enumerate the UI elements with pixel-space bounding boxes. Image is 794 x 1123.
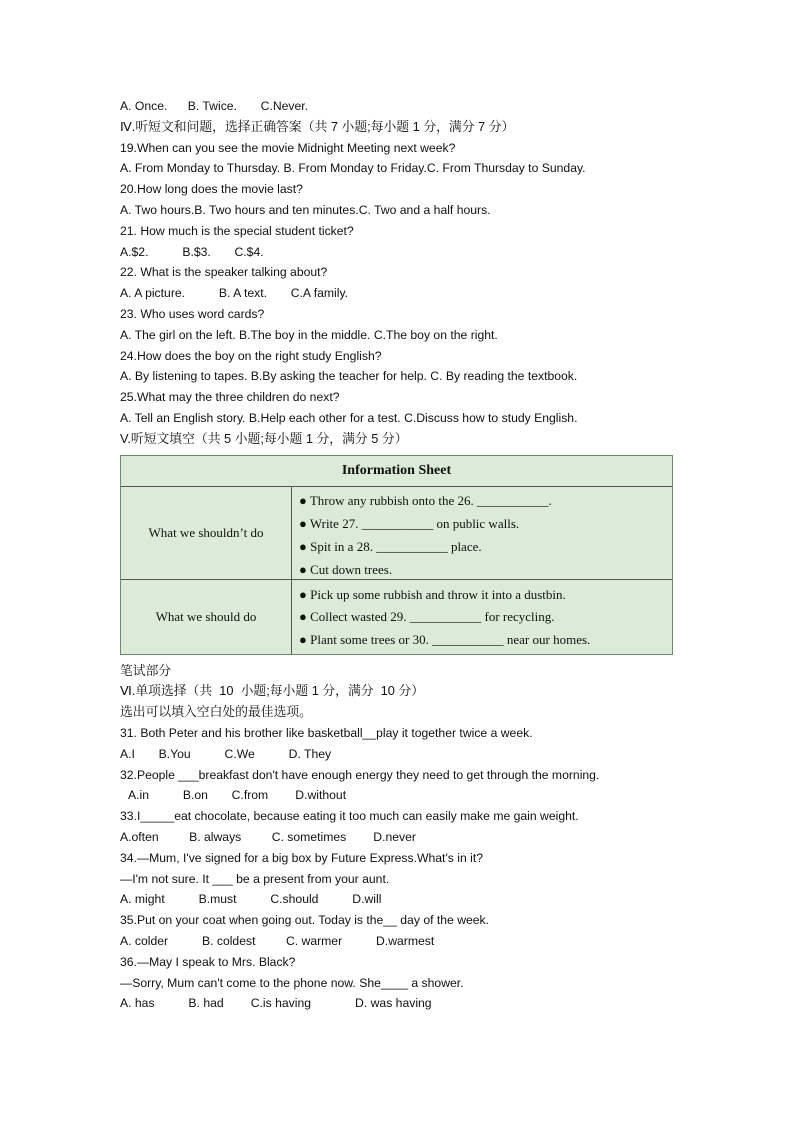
text-line: A.$2. B.$3. C.$4. <box>120 244 264 259</box>
sheet-item-28: ● Spit in a 28. ___________ place. <box>299 538 482 554</box>
section-heading: 笔试部分 <box>120 662 172 678</box>
section-heading: 选出可以填入空白处的最佳选项。 <box>120 704 312 720</box>
text-line: A. By listening to tapes. B.By asking the teacher for help. C. By reading the textbook. <box>120 369 578 384</box>
listening-section <box>120 96 680 450</box>
text-line: A. Once. B. Twice. C.Never. <box>120 99 309 113</box>
sheet-item-26: ● Throw any rubbish onto the 26. ___________. <box>299 492 552 508</box>
text-line: 24.How does the boy on the right study English? <box>120 348 382 363</box>
text-line: A.in B.on C.from D.without <box>128 788 347 803</box>
information-sheet-table <box>120 455 673 655</box>
text-line: —Sorry, Mum can't come to the phone now. She____ a shower. <box>120 975 464 990</box>
text-line: A. A picture. B. A text. C.A family. <box>120 286 349 301</box>
text-line: 21. How much is the special student ticket? <box>120 223 354 238</box>
sheet-item-cut-trees: ● Cut down trees. <box>299 561 393 577</box>
text-line: 22. What is the speaker talking about? <box>120 265 328 280</box>
table-divider-vertical <box>291 486 292 654</box>
text-line: —I'm not sure. It ___ be a present from your aunt. <box>120 871 390 886</box>
text-line: A. has B. had C.is having D. was having <box>120 996 432 1011</box>
text-line: 25.What may the three children do next? <box>120 390 340 405</box>
sheet-item-30: ● Plant some trees or 30. ___________ near our homes. <box>299 631 591 647</box>
text-line: A. From Monday to Thursday. B. From Monday to Friday.C. From Thursday to Sunday. <box>120 161 586 176</box>
text-line: 23. Who uses word cards? <box>120 306 265 321</box>
text-line: A. Two hours.B. Two hours and ten minutes.C. Two and a half hours. <box>120 202 491 217</box>
text-line: A. The girl on the left. B.The boy in the middle. C.The boy on the right. <box>120 327 498 342</box>
sheet-item-rubbish: ● Pick up some rubbish and throw it into a dustbin. <box>299 586 566 602</box>
text-line: 34.—Mum, I've signed for a big box by Future Express.What's in it? <box>120 850 483 865</box>
text-line: 32.People ___breakfast don't have enough energy they need to get through the morning. <box>120 767 600 782</box>
written-section <box>120 661 680 1015</box>
text-line: 35.Put on your coat when going out. Today is the__ day of the week. <box>120 913 490 928</box>
section-heading: Ⅵ.单项选择（共 10 小题;每小题 1 分，满分 10 分） <box>120 683 425 699</box>
row-label-shouldnt: What we shouldn’t do <box>148 524 264 540</box>
text-line: A. Tell an English story. B.Help each other for a test. C.Discuss how to study English. <box>120 410 578 425</box>
should-do-list <box>299 584 590 652</box>
section-heading: V.听短文填空（共 5 小题;每小题 1 分，满分 5 分） <box>120 430 408 446</box>
exam-page <box>120 96 680 1014</box>
text-line: 36.—May I speak to Mrs. Black? <box>120 954 296 969</box>
text-line: A. might B.must C.should D.will <box>120 892 382 907</box>
text-line: 31. Both Peter and his brother like basketball__play it together twice a week. <box>120 725 533 740</box>
text-line: A.I B.You C.We D. They <box>120 746 332 761</box>
shouldnt-do-list <box>299 489 552 581</box>
sheet-item-29: ● Collect wasted 29. ___________ for recycling. <box>299 609 555 625</box>
text-line: A.often B. always C. sometimes D.never <box>120 829 416 844</box>
section-heading: Ⅳ.听短文和问题，选择正确答案（共 7 小题;每小题 1 分，满分 7 分） <box>120 118 515 134</box>
text-line: A. colder B. coldest C. warmer D.warmest <box>120 933 435 948</box>
information-sheet-title: Information Sheet <box>121 456 672 487</box>
row-label-should: What we should do <box>155 608 257 624</box>
text-line: 33.I_____eat chocolate, because eating it too much can easily make me gain weight. <box>120 809 579 824</box>
text-line: 19.When can you see the movie Midnight Meeting next week? <box>120 140 456 155</box>
sheet-item-27: ● Write 27. ___________ on public walls. <box>299 515 520 531</box>
text-line: 20.How long does the movie last? <box>120 182 303 197</box>
